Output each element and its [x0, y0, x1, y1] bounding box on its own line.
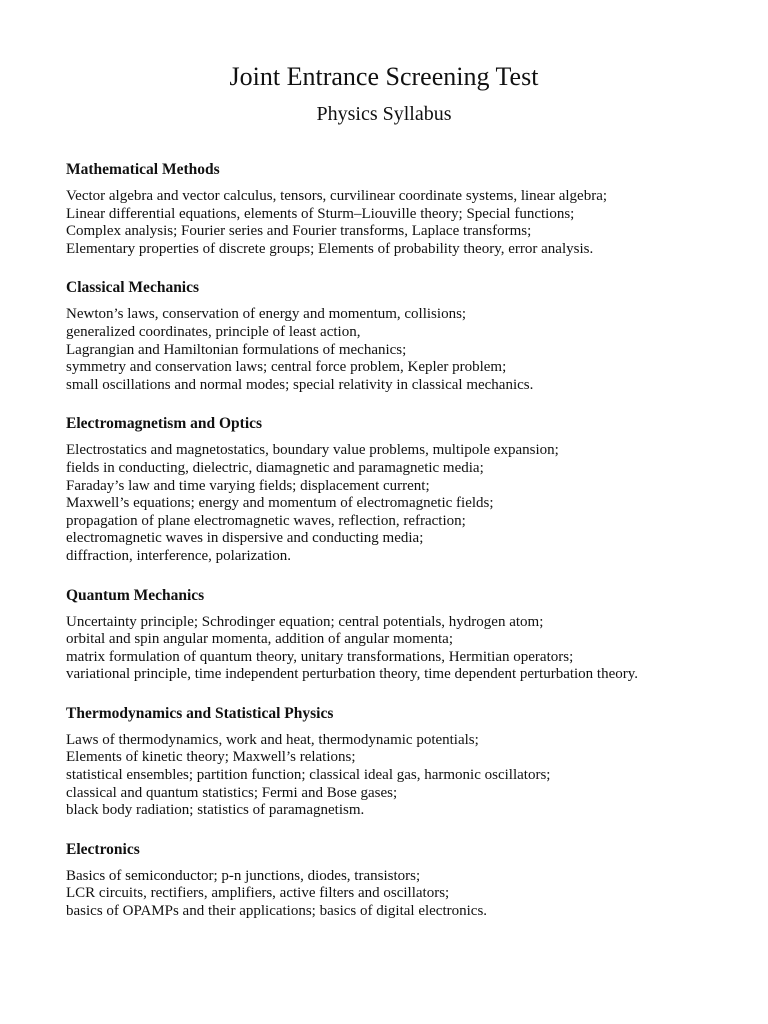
syllabus-line: diffraction, interference, polarization. — [66, 547, 292, 564]
syllabus-line: small oscillations and normal modes; special relativity in classical mechanics. — [66, 376, 534, 393]
syllabus-line: Lagrangian and Hamiltonian formulations of mechanics; — [66, 341, 407, 358]
document-title: Joint Entrance Screening Test — [229, 62, 539, 91]
syllabus-line: classical and quantum statistics; Fermi and Bose gases; — [66, 784, 398, 801]
syllabus-line: Faraday’s law and time varying fields; displacement current; — [66, 477, 430, 494]
syllabus-line: Complex analysis; Fourier series and Fourier transforms, Laplace transforms; — [66, 223, 532, 240]
section-thermodynamics-statistical-physics — [66, 704, 746, 820]
section-quantum-mechanics — [66, 586, 746, 684]
section-mathematical-methods — [66, 160, 746, 258]
syllabus-line: black body radiation; statistics of paramagnetism. — [66, 802, 365, 819]
section-heading: Quantum Mechanics — [66, 586, 205, 604]
syllabus-line: electromagnetic waves in dispersive and conducting media; — [66, 530, 424, 547]
section-heading: Thermodynamics and Statistical Physics — [66, 704, 334, 722]
syllabus-line: Newton’s laws, conservation of energy and momentum, collisions; — [66, 306, 467, 323]
syllabus-line: Uncertainty principle; Schrodinger equation; central potentials, hydrogen atom; — [66, 613, 544, 630]
syllabus-line: variational principle, time independent perturbation theory, time dependent perturbation theory. — [66, 666, 639, 683]
syllabus-line: basics of OPAMPs and their applications; basics of digital electronics. — [66, 903, 488, 920]
section-heading: Electromagnetism and Optics — [66, 415, 263, 433]
syllabus-line: Maxwell’s equations; energy and momentum of electromagnetic fields; — [66, 495, 494, 512]
section-classical-mechanics — [66, 278, 746, 394]
syllabus-line: propagation of plane electromagnetic waves, reflection, refraction; — [66, 512, 466, 529]
section-heading: Electronics — [66, 840, 140, 858]
syllabus-line: generalized coordinates, principle of least action, — [66, 323, 361, 340]
syllabus-line: symmetry and conservation laws; central force problem, Kepler problem; — [66, 359, 507, 376]
syllabus-line: matrix formulation of quantum theory, unitary transformations, Hermitian operators; — [66, 648, 574, 665]
syllabus-line: LCR circuits, rectifiers, amplifiers, active filters and oscillators; — [66, 885, 450, 902]
syllabus-line: statistical ensembles; partition function; classical ideal gas, harmonic oscillators; — [66, 767, 551, 784]
syllabus-line: Vector algebra and vector calculus, tensors, curvilinear coordinate systems, linear algebra; — [66, 188, 608, 204]
syllabus-line: Elementary properties of discrete groups; Elements of probability theory, error analysis. — [66, 240, 594, 257]
syllabus-line: Elements of kinetic theory; Maxwell’s relations; — [66, 749, 356, 766]
syllabus-line: Linear differential equations, elements of Sturm–Liouville theory; Special functions; — [66, 205, 575, 222]
syllabus-line: Electrostatics and magnetostatics, boundary value problems, multipole expansion; — [66, 442, 559, 459]
document-subtitle: Physics Syllabus — [316, 103, 452, 125]
section-electromagnetism-optics — [66, 414, 746, 565]
syllabus-line: Laws of thermodynamics, work and heat, thermodynamic potentials; — [66, 731, 479, 748]
syllabus-line: orbital and spin angular momenta, addition of angular momenta; — [66, 631, 453, 648]
section-heading: Classical Mechanics — [66, 279, 200, 297]
syllabus-line: Basics of semiconductor; p-n junctions, diodes, transistors; — [66, 867, 421, 884]
section-electronics — [66, 840, 746, 921]
syllabus-content — [66, 160, 746, 941]
section-heading: Mathematical Methods — [66, 161, 220, 178]
syllabus-line: fields in conducting, dielectric, diamagnetic and paramagnetic media; — [66, 459, 484, 476]
